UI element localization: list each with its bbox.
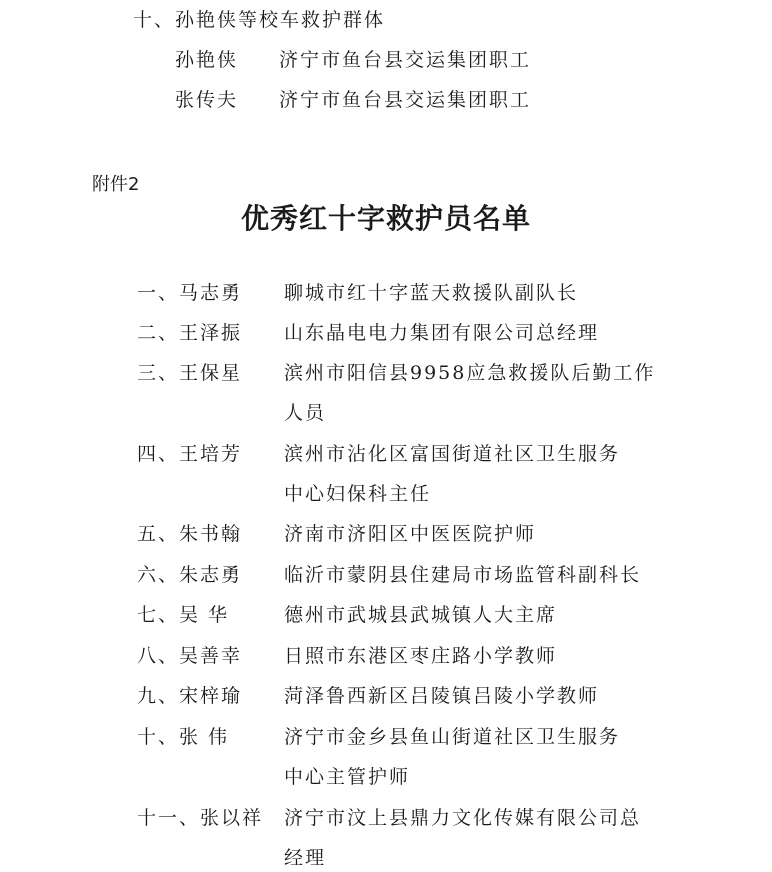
person-name: 七、吴 华 (137, 604, 230, 626)
person-desc: 德州市武城县武城镇人大主席 (284, 604, 558, 626)
person-desc: 济宁市金乡县鱼山街道社区卫生服务 (284, 726, 621, 748)
person-name: 三、王保星 (137, 362, 243, 384)
person-name: 九、宋梓瑜 (137, 685, 243, 707)
person-desc: 日照市东港区枣庄路小学教师 (284, 645, 558, 667)
person-name: 十一、张以祥 (137, 807, 264, 829)
list-title: 优秀红十字救护员名单 (240, 202, 531, 235)
person-desc-continued: 中心主管护师 (284, 766, 411, 788)
person-name: 二、王泽振 (137, 322, 243, 344)
member-name: 张传夫 (175, 89, 239, 111)
person-name: 八、吴善幸 (137, 645, 243, 667)
person-desc-continued: 中心妇保科主任 (284, 483, 432, 505)
person-desc: 济南市济阳区中医医院护师 (284, 523, 537, 545)
person-desc: 山东晶电电力集团有限公司总经理 (284, 322, 600, 344)
person-desc: 聊城市红十字蓝天救援队副队长 (284, 282, 579, 304)
member-org: 济宁市鱼台县交运集团职工 (279, 49, 532, 71)
group-title: 十、孙艳侠等校车救护群体 (133, 9, 386, 31)
annex-label: 附件2 (92, 174, 140, 195)
person-desc: 滨州市沾化区富国街道社区卫生服务 (284, 443, 621, 465)
person-name: 五、朱书翰 (137, 523, 243, 545)
person-name: 十、张 伟 (137, 726, 230, 748)
person-desc-continued: 人员 (284, 402, 327, 424)
person-desc: 滨州市阳信县9958应急救援队后勤工作 (284, 362, 656, 384)
member-name: 孙艳侠 (175, 49, 239, 71)
person-desc-continued: 经理 (284, 847, 327, 869)
person-desc: 菏泽鲁西新区吕陵镇吕陵小学教师 (284, 685, 600, 707)
person-name: 六、朱志勇 (137, 564, 243, 586)
person-name: 一、马志勇 (137, 282, 243, 304)
person-desc: 济宁市汶上县鼎力文化传媒有限公司总 (284, 807, 642, 829)
person-name: 四、王培芳 (137, 443, 243, 465)
member-org: 济宁市鱼台县交运集团职工 (279, 89, 532, 111)
person-desc: 临沂市蒙阴县住建局市场监管科副科长 (284, 564, 642, 586)
